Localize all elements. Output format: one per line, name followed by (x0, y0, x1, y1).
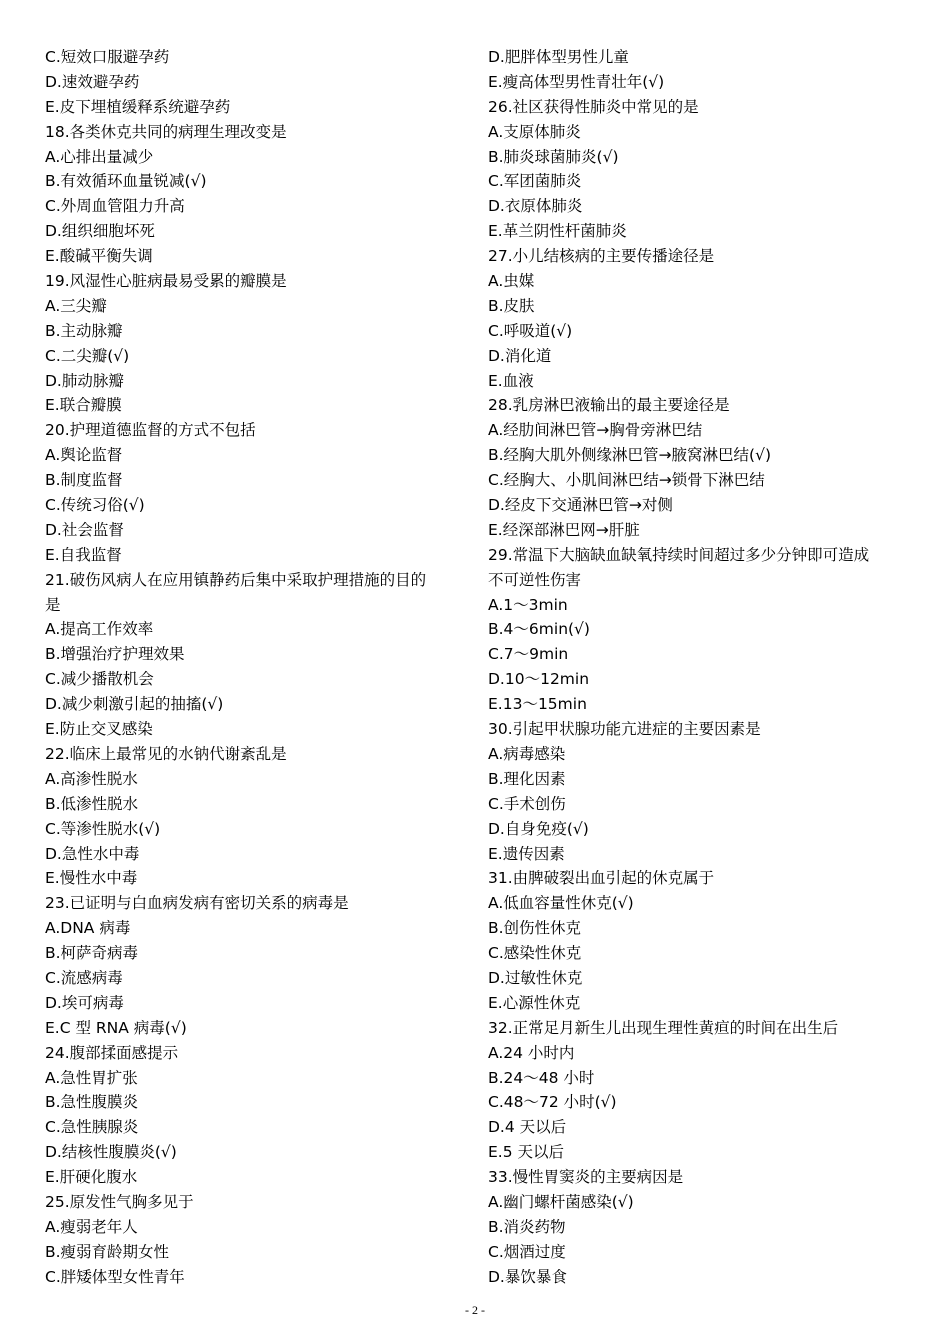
text-line: B.24～48 小时 (488, 1068, 595, 1087)
text-line: E.C 型 RNA 病毒(√) (45, 1018, 187, 1037)
text-line: A.低血容量性休克(√) (488, 894, 634, 913)
text-line: E.皮下埋植缓释系统避孕药 (45, 97, 231, 116)
text-line: E.肝硬化腹水 (45, 1168, 138, 1187)
text-line: D.自身免疫(√) (488, 819, 589, 838)
text-line: C.胖矮体型女性青年 (45, 1267, 185, 1286)
text-line: E.革兰阴性杆菌肺炎 (488, 222, 627, 241)
text-line: B.消炎药物 (488, 1217, 566, 1236)
text-line: C.减少播散机会 (45, 670, 154, 689)
text-line: D.经皮下交通淋巴管→对侧 (488, 496, 673, 515)
text-line: C.呼吸道(√) (488, 321, 573, 340)
text-line: A.舆论监督 (45, 446, 123, 465)
text-line: B.皮肤 (488, 296, 535, 315)
text-line: D.暴饮暴食 (488, 1267, 567, 1286)
text-line: C.军团菌肺炎 (488, 172, 582, 191)
text-line: B.经胸大肌外侧缘淋巴管→腋窝淋巴结(√) (488, 446, 772, 465)
text-line: D.急性水中毒 (45, 844, 140, 863)
text-line: E.自我监督 (45, 545, 122, 564)
text-line: D.4 天以后 (488, 1118, 567, 1137)
text-line: 是 (45, 595, 61, 614)
text-line: B.4～6min(√) (488, 620, 590, 639)
text-line: A.1～3min (488, 595, 568, 614)
text-line: E.5 天以后 (488, 1143, 565, 1162)
text-line: A.提高工作效率 (45, 620, 154, 639)
text-line: 18.各类休克共同的病理生理改变是 (45, 122, 287, 141)
text-line: C.48～72 小时(√) (488, 1093, 617, 1112)
text-line: 25.原发性气胸多见于 (45, 1192, 194, 1211)
text-line: E.联合瓣膜 (45, 396, 122, 415)
text-line: 不可逆性伤害 (488, 570, 582, 589)
text-line: B.低渗性脱水 (45, 794, 139, 813)
text-line: E.经深部淋巴网→肝脏 (488, 520, 640, 539)
text-line: 31.由脾破裂出血引起的休克属于 (488, 869, 715, 888)
text-line: 26.社区获得性肺炎中常见的是 (488, 97, 699, 116)
text-line: E.遗传因素 (488, 844, 565, 863)
text-line: E.慢性水中毒 (45, 869, 138, 888)
text-line: B.主动脉瓣 (45, 321, 123, 340)
text-line: C.7～9min (488, 645, 569, 664)
text-line: D.组织细胞坏死 (45, 222, 155, 241)
text-line: E.血液 (488, 371, 534, 390)
text-line: C.短效口服避孕药 (45, 48, 170, 66)
text-line: C.流感病毒 (45, 968, 123, 987)
text-line: 32.正常足月新生儿出现生理性黄疸的时间在出生后 (488, 1018, 839, 1037)
text-line: 23.已证明与白血病发病有密切关系的病毒是 (45, 894, 349, 913)
text-line: B.增强治疗护理效果 (45, 645, 185, 664)
text-line: A.支原体肺炎 (488, 122, 581, 141)
text-line: D.减少刺激引起的抽搐(√) (45, 695, 224, 714)
text-line: D.消化道 (488, 346, 552, 365)
text-line: D.肥胖体型男性儿童 (488, 48, 629, 66)
text-line: 27.小儿结核病的主要传播途径是 (488, 247, 715, 266)
text-line: D.衣原体肺炎 (488, 197, 583, 216)
text-line: D.10～12min (488, 670, 590, 689)
right-column (488, 45, 913, 1290)
text-line: C.等渗性脱水(√) (45, 819, 161, 838)
text-line: B.有效循环血量锐减(√) (45, 172, 207, 191)
text-line: A.高渗性脱水 (45, 769, 138, 788)
text-line: 29.常温下大脑缺血缺氧持续时间超过多少分钟即可造成 (488, 545, 870, 564)
text-line: B.理化因素 (488, 769, 566, 788)
text-line: E.心源性休克 (488, 993, 581, 1012)
text-line: B.肺炎球菌肺炎(√) (488, 147, 619, 166)
text-line: 19.风湿性心脏病最易受累的瓣膜是 (45, 272, 287, 291)
text-line: 33.慢性胃窦炎的主要病因是 (488, 1168, 684, 1187)
text-line: 30.引起甲状腺功能亢进症的主要因素是 (488, 720, 761, 739)
text-line: B.制度监督 (45, 471, 123, 490)
text-line: 24.腹部揉面感提示 (45, 1043, 179, 1062)
text-line: D.社会监督 (45, 520, 124, 539)
text-line: A.三尖瓣 (45, 296, 107, 315)
text-line: C.烟酒过度 (488, 1242, 566, 1261)
text-line: D.速效避孕药 (45, 72, 140, 91)
text-line: D.过敏性休克 (488, 968, 583, 987)
text-line: A.经肋间淋巴管→胸骨旁淋巴结 (488, 421, 703, 440)
text-line: B.创伤性休克 (488, 919, 582, 938)
text-line: 20.护理道德监督的方式不包括 (45, 421, 256, 440)
text-line: B.瘦弱育龄期女性 (45, 1242, 170, 1261)
text-line: A.心排出量减少 (45, 147, 154, 166)
text-line: 21.破伤风病人在应用镇静药后集中采取护理措施的目的 (45, 570, 427, 589)
text-line: D.肺动脉瓣 (45, 371, 124, 390)
text-line: A.24 小时内 (488, 1043, 575, 1062)
text-line: E.13～15min (488, 695, 587, 714)
text-line: D.埃可病毒 (45, 993, 124, 1012)
text-line: C.经胸大、小肌间淋巴结→锁骨下淋巴结 (488, 471, 765, 490)
page-number: - 2 - (465, 1303, 485, 1317)
text-line: C.急性胰腺炎 (45, 1118, 139, 1137)
text-line: A.DNA 病毒 (45, 919, 131, 938)
text-line: D.结核性腹膜炎(√) (45, 1143, 177, 1162)
text-line: B.柯萨奇病毒 (45, 944, 139, 963)
text-line: E.酸碱平衡失调 (45, 247, 153, 266)
text-line: 22.临床上最常见的水钠代谢紊乱是 (45, 744, 287, 763)
text-line: A.瘦弱老年人 (45, 1217, 138, 1236)
text-line: 28.乳房淋巴液输出的最主要途径是 (488, 396, 730, 415)
text-line: C.传统习俗(√) (45, 496, 145, 515)
text-line: C.外周血管阻力升高 (45, 197, 185, 216)
text-line: A.虫媒 (488, 272, 535, 291)
text-line: C.手术创伤 (488, 794, 566, 813)
text-line: C.二尖瓣(√) (45, 346, 130, 365)
text-line: E.防止交叉感染 (45, 720, 153, 739)
text-line: A.急性胃扩张 (45, 1068, 138, 1087)
text-line: C.感染性休克 (488, 944, 582, 963)
text-line: A.病毒感染 (488, 744, 566, 763)
left-column (45, 45, 470, 1290)
text-line: E.瘦高体型男性青壮年(√) (488, 72, 665, 91)
text-line: B.急性腹膜炎 (45, 1093, 139, 1112)
text-line: A.幽门螺杆菌感染(√) (488, 1192, 634, 1211)
